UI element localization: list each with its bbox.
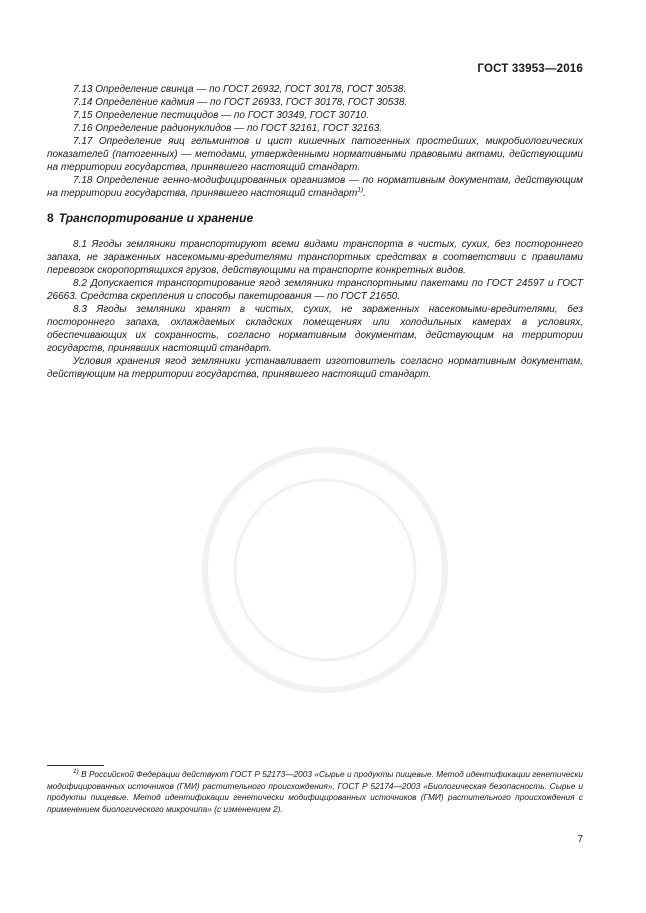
section-8-heading xyxy=(47,212,583,225)
paragraph-8-2: 8.2 Допускается транспортирование ягод земляники транспортными пакетами по ГОСТ 24597 и ГОСТ 26663. Средства скрепления и способы пакетирования — по ГОСТ 21650. xyxy=(47,278,583,302)
footnote xyxy=(47,769,583,815)
list-item-7-18-end: . xyxy=(363,188,366,199)
footnote-marker: 1) xyxy=(73,768,79,776)
document-header: ГОСТ 33953—2016 xyxy=(477,63,583,75)
footnote-reference[interactable]: 1) xyxy=(357,186,364,194)
footnote-body: В Российской Федерации действуют ГОСТ Р 52173—2003 «Сырье и продукты пищевые. Метод идентификации генетически модифицированных источников (ГМИ) растительного происхождения», ГОСТ Р 52174—2003 «Биологическая безопасность. Сырье и продукты пищевые. Метод идентификации генетически модифицированных источников (ГМИ) растительного происхождения с применением биологического микрочипа» (с изменением 2). xyxy=(47,769,583,814)
list-item-7-16: 7.16 Определение радионуклидов — по ГОСТ 32161, ГОСТ 32163. xyxy=(73,123,383,134)
list-item-7-15: 7.15 Определение пестицидов — по ГОСТ 30349, ГОСТ 30710. xyxy=(73,110,370,121)
list-item-7-17: 7.17 Определение яиц гельминтов и цист кишечных патогенных простейших, микробиологических показателей (патогенных) — методами, утвержденными нормативными правовыми актами, действующими на территории государства, принявшего настоящий стандарт. xyxy=(47,136,583,173)
paragraph-8-3: 8.3 Ягоды земляники хранят в чистых, сухих, не зараженных насекомыми-вредителями, без постороннего запаха, охлаждаемых складских помещениях или холодильных камерах в условиях, обеспечивающих их сохранность, согласно нормативным документам, действующим на территории государств, принявших настоящий стандарт. xyxy=(47,304,583,354)
section-8-number: 8 xyxy=(47,211,54,225)
list-item-7-18-text: 7.18 Определение генно-модифицированных организмов — по нормативным документам, действующим на территории государства, принявшего настоящий стандарт xyxy=(47,175,583,199)
list-item-7-13: 7.13 Определение свинца — по ГОСТ 26932, ГОСТ 30178, ГОСТ 30538. xyxy=(73,84,407,95)
list-item-7-14: 7.14 Определение кадмия — по ГОСТ 26933, ГОСТ 30178, ГОСТ 30538. xyxy=(73,97,408,108)
section-7-list xyxy=(47,83,583,200)
paragraph-8-1: 8.1 Ягоды земляники транспортируют всеми видами транспорта в чистых, сухих, без постороннего запаха, не зараженных насекомыми-вредителями транспортных средствах в соответствии с правилами перевозок скоропортящихся грузов, действующими на транспорте конкретных видов. xyxy=(47,239,583,276)
section-8-body xyxy=(47,238,583,381)
paragraph-8-3-storage: Условия хранения ягод земляники устанавливает изготовитель согласно нормативным документам, действующим на территории государства, принявшего настоящий стандарт. xyxy=(47,356,583,380)
footnote-text xyxy=(47,769,583,815)
watermark-seal xyxy=(150,420,500,720)
footnote-divider xyxy=(47,765,104,766)
document-body xyxy=(47,83,583,381)
section-8-title: Транспортирование и хранение xyxy=(58,211,254,225)
page-number: 7 xyxy=(577,834,583,845)
list-item-7-18 xyxy=(47,174,583,200)
